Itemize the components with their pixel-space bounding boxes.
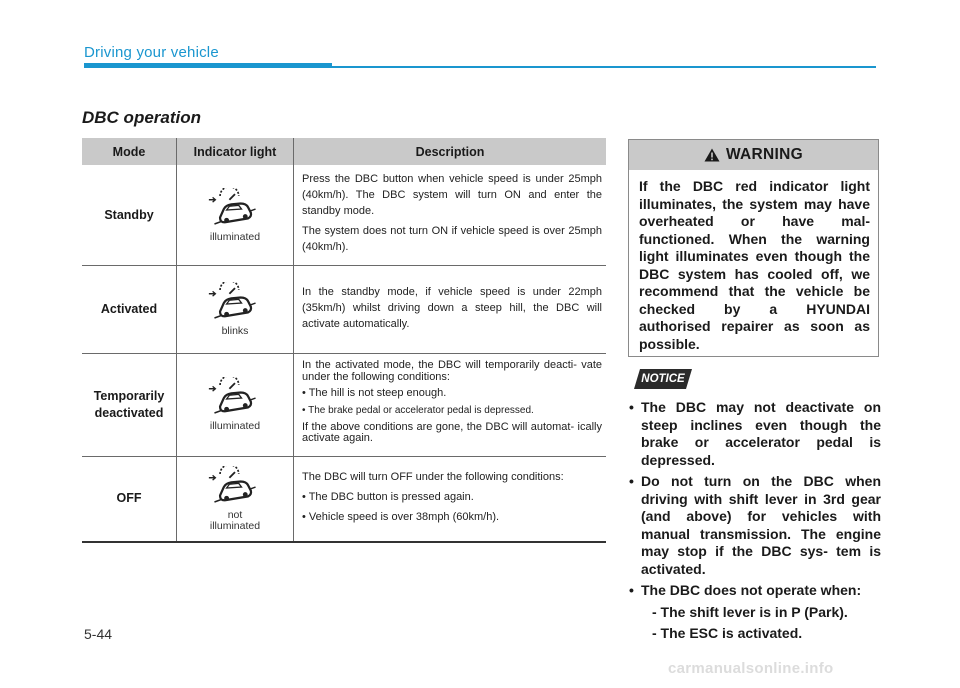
table-row-off	[82, 456, 606, 542]
mode-label: deactivated	[94, 405, 164, 420]
warning-box	[628, 139, 879, 357]
mode-label: OFF	[116, 491, 142, 506]
mode-label: Temporarily	[93, 388, 165, 403]
warning-triangle-icon	[704, 148, 720, 162]
mode-cell	[82, 456, 177, 542]
dbc-indicator-icon	[207, 282, 263, 326]
table-header-row	[82, 138, 606, 165]
description-bullet: • The hill is not steep enough.	[302, 387, 447, 399]
indicator-label: not	[227, 508, 243, 521]
indicator-label: blinks	[221, 325, 249, 337]
indicator-cell	[177, 354, 294, 457]
description-cell	[294, 456, 607, 542]
table-row-activated	[82, 266, 606, 354]
description-bullet: • The brake pedal or accelerator pedal is depressed.	[302, 404, 534, 416]
description-text: In the standby mode, if vehicle speed is under 22mph (35km/h) whilst driving down a steep hill, the DBC will activate automatically.	[302, 285, 602, 330]
page-heading: DBC operation	[82, 108, 201, 127]
notice-list	[627, 399, 881, 647]
column-header-description: Description	[294, 138, 607, 165]
mode-label: Activated	[100, 302, 158, 316]
dbc-indicator-icon	[207, 188, 263, 232]
description-bullet: • Vehicle speed is over 38mph (60km/h).	[302, 510, 500, 523]
dbc-operation-table	[82, 138, 606, 543]
description-text: Press the DBC button when vehicle speed is under 25mph (40km/h). The DBC system will turn ON and enter the standby mode.	[302, 173, 602, 217]
list-item: • Do not turn on the DBC when driving with shift lever in 3rd gear (and above) for vehicles with manual transmission. The engine may stop if the DBC sys- tem is activated.	[627, 473, 881, 578]
warning-title: WARNING	[725, 146, 803, 163]
dbc-indicator-icon	[207, 377, 263, 421]
warning-text: If the DBC red indicator light illuminates, the system may have overheated or have mal- functioned. When the warning light illuminates even though the DBC system has cooled off, we recommend that the vehicle be checked by a HYUNDAI authorised repairer as soon as possible.	[639, 178, 870, 352]
description-cell	[294, 266, 607, 354]
indicator-cell	[177, 266, 294, 354]
table-row-temporarily-deactivated	[82, 354, 606, 457]
mode-cell	[82, 266, 177, 354]
mode-cell	[82, 354, 177, 457]
header-rule-thin	[332, 66, 876, 68]
description-text: The system does not turn ON if vehicle speed is over 25mph (40km/h).	[302, 225, 602, 253]
list-item-text: • The DBC does not operate when:	[641, 582, 862, 598]
column-header-mode: Mode	[82, 138, 177, 165]
description-text: If the above conditions are gone, the DBC will automat- ically activate again.	[302, 420, 602, 444]
description-text: The DBC will turn OFF under the following conditions:	[302, 470, 564, 483]
description-cell	[294, 354, 607, 457]
indicator-cell	[177, 456, 294, 542]
list-sub-item: - The ESC is activated.	[652, 625, 803, 641]
indicator-label: illuminated	[209, 519, 261, 532]
notice-label: NOTICE	[641, 373, 685, 385]
description-bullet: • The DBC button is pressed again.	[302, 490, 474, 503]
page-number: 5-44	[84, 626, 113, 642]
dbc-indicator-icon	[207, 466, 263, 510]
footer-watermark: carmanualsonline.info	[668, 660, 834, 677]
mode-cell	[82, 165, 177, 266]
indicator-label: illuminated	[209, 230, 261, 243]
description-cell	[294, 165, 607, 266]
list-item	[627, 582, 881, 643]
table-row-standby	[82, 165, 606, 266]
indicator-label: illuminated	[209, 420, 261, 433]
notice-badge	[634, 369, 692, 389]
indicator-cell	[177, 165, 294, 266]
description-text: In the activated mode, the DBC will temporarily deacti- vate under the following conditions:	[302, 359, 602, 383]
column-header-indicator: Indicator light	[177, 138, 294, 165]
header-rule-thick	[84, 63, 332, 68]
list-item: • The DBC may not deactivate on steep inclines even though the brake or accelerator pedal is depressed.	[627, 399, 881, 469]
warning-header	[629, 140, 878, 170]
mode-label: Standby	[104, 207, 154, 222]
list-sub-item: - The shift lever is in P (Park).	[652, 603, 848, 620]
section-title: Driving your vehicle	[84, 44, 219, 61]
